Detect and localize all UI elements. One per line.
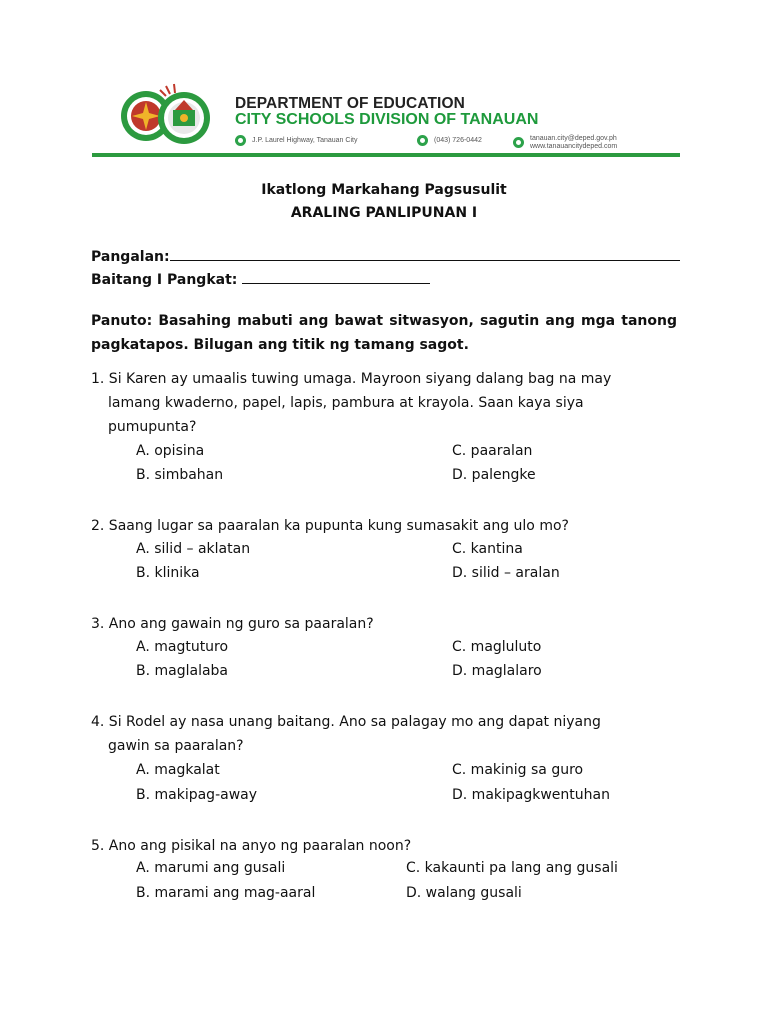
department-name: DEPARTMENT OF EDUCATION <box>235 95 465 112</box>
exam-title: Ikatlong Markahang Pagsusulit <box>261 182 507 198</box>
question-text: pumupunta? <box>108 419 197 435</box>
header-divider <box>92 153 680 157</box>
division-prefix: CITY SCHOOLS DIVISION OF <box>235 111 461 128</box>
question-text: 3. Ano ang gawain ng guro sa paaralan? <box>91 616 374 632</box>
division-name <box>235 111 538 129</box>
instructions: Panuto: Basahing mabuti ang bawat sitwasyon, sagutin ang mga tanong pagkatapos. Bilugan ang titik ng tamang sagot. <box>91 313 677 353</box>
question-1 <box>91 367 611 439</box>
globe-icon <box>513 137 524 148</box>
question-2 <box>91 514 569 538</box>
option-c[interactable]: C. kakaunti pa lang ang gusali <box>406 860 618 876</box>
option-c[interactable]: C. magluluto <box>452 639 542 655</box>
grade-field <box>91 269 430 288</box>
name-field <box>91 246 680 265</box>
email-text: tanauan.city@deped.gov.ph <box>530 135 617 142</box>
question-text: lamang kwaderno, papel, lapis, pambura at krayola. Saan kaya siya <box>108 395 584 411</box>
option-b[interactable]: B. simbahan <box>136 467 224 483</box>
question-text: 4. Si Rodel ay nasa unang baitang. Ano sa palagay mo ang dapat niyang <box>91 714 601 730</box>
question-5 <box>91 834 411 858</box>
location-icon <box>235 135 246 146</box>
option-a[interactable]: A. silid – aklatan <box>136 541 251 557</box>
letterhead <box>92 78 680 158</box>
option-a[interactable]: A. opisina <box>136 443 205 459</box>
option-c[interactable]: C. paaralan <box>452 443 533 459</box>
option-a[interactable]: A. magkalat <box>136 762 220 778</box>
option-d[interactable]: D. silid – aralan <box>452 565 560 581</box>
option-c[interactable]: C. makinig sa guro <box>452 762 584 778</box>
phone-icon <box>417 135 428 146</box>
option-a[interactable]: A. marumi ang gusali <box>136 860 286 876</box>
option-b[interactable]: B. maglalaba <box>136 663 229 679</box>
name-blank[interactable] <box>170 246 680 261</box>
deped-seal-icon <box>120 80 214 152</box>
option-d[interactable]: D. makipagkwentuhan <box>452 787 610 803</box>
subject-title: ARALING PANLIPUNAN I <box>290 205 478 221</box>
option-d[interactable]: D. maglalaro <box>452 663 542 679</box>
address-text: J.P. Laurel Highway, Tanauan City <box>252 137 358 144</box>
question-4 <box>91 710 601 758</box>
option-d[interactable]: D. palengke <box>452 467 536 483</box>
question-text: gawin sa paaralan? <box>108 738 244 754</box>
question-text: 1. Si Karen ay umaalis tuwing umaga. Mayroon siyang dalang bag na may <box>91 371 612 387</box>
website-text: www.tanauancitydeped.com <box>530 142 618 150</box>
option-b[interactable]: B. klinika <box>136 565 200 581</box>
question-text: 2. Saang lugar sa paaralan ka pupunta kung sumasakit ang ulo mo? <box>91 518 569 534</box>
address-contact <box>235 135 357 146</box>
phone-text: (043) 726-0442 <box>434 137 482 144</box>
option-c[interactable]: C. kantina <box>452 541 523 557</box>
name-label: Pangalan: <box>91 249 170 265</box>
question-text: 5. Ano ang pisikal na anyo ng paaralan noon? <box>91 838 412 854</box>
option-a[interactable]: A. magtuturo <box>136 639 229 655</box>
option-b[interactable]: B. makipag-away <box>136 787 258 803</box>
question-3 <box>91 612 374 636</box>
option-b[interactable]: B. marami ang mag-aaral <box>136 885 316 901</box>
grade-label: Baitang I Pangkat: <box>91 272 238 288</box>
contact-row <box>235 135 680 149</box>
grade-blank[interactable] <box>242 269 430 284</box>
web-contact <box>513 135 617 150</box>
option-d[interactable]: D. walang gusali <box>406 885 522 901</box>
phone-contact <box>417 135 482 146</box>
division-city: TANAUAN <box>460 111 539 128</box>
